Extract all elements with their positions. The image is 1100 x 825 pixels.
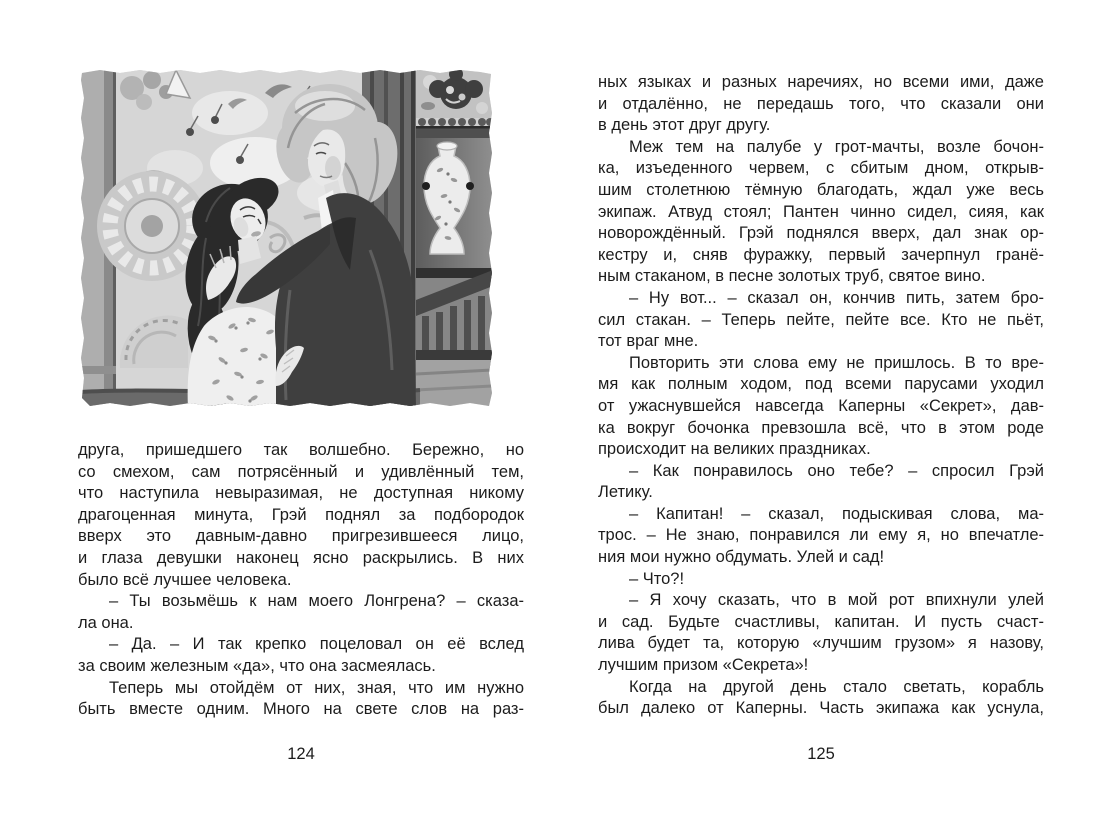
text-line: тот враг мне. [598,332,699,351]
text-line: новорождённый. Грэй поднялся вверх, дал знак ор- [598,224,1044,243]
text-line: шим столетнюю тёмную благодать, ждал уже весь [598,180,1044,199]
page-left-text [78,440,524,721]
text-line: ния мои нужно обдумать. Улей и сад! [598,548,885,567]
text-line: и глаза девушки наконец ясно раскрылись. В них [78,548,524,567]
text-line: Когда на другой день стало светать, корабль [629,677,1044,696]
page-right-text [598,72,1044,720]
text-line: происходит на великих праздниках. [598,440,871,459]
text-line: сил стакан. – Теперь пейте, пейте все. Кто не пьёт, [598,310,1044,329]
page-number-left: 124 [287,745,315,763]
text-line: ка вокруг бочонка превзошла всё, что в этом роде [598,418,1044,437]
text-line: ла она. [78,613,134,632]
text-line: ка, изъеденного червем, с сбитым дном, открыв- [598,159,1044,178]
text-line: Повторить эти слова ему не пришлось. В то вре- [629,353,1044,372]
text-line: в день этот друг другу. [598,116,771,135]
text-line: экипаж. Атвуд стоял; Пантен чинно сидел, сияя, как [598,202,1044,221]
text-line: лучшим призом «Секрета»! [598,656,809,675]
text-line: Теперь мы отойдём от них, зная, что им нужно [109,678,524,697]
text-line: быть вместе одним. Много на свете слов на раз- [78,700,524,719]
text-line: лива будет та, которую «лучшим грузом» я назову, [598,634,1044,653]
text-line: со смехом, сам потрясённый и удивлённый тем, [78,462,524,481]
banister [416,268,493,408]
text-line: друга, пришедшего так волшебно. Бережно, но [78,441,524,459]
text-line: вверх это давным-давно пригрезившееся лицо, [78,527,524,546]
illustration-svg [80,68,493,408]
alcove-section [416,68,493,408]
text-line: мя как полным ходом, под всеми парусами уходил [598,375,1044,394]
text-line: было всё лучшее человека. [78,570,292,589]
text-line: драгоценная минута, Грэй поднял за подбородок [78,505,524,524]
text-line: – Ну вот... – сказал он, кончив пить, затем бро- [629,288,1044,307]
text-line: ных языках и разных наречиях, но всеми ими, даже [598,73,1044,91]
text-line: ным стаканом, в песне золотых труб, святое вино. [598,267,986,286]
text-line: Меж тем на палубе у грот-мачты, возле бочон- [629,137,1044,156]
text-line: от ужаснувшейся навсегда Каперны «Секрет», дав- [598,396,1044,415]
text-line: – Капитан! – сказал, подыскивая слова, ма- [629,504,1044,523]
text-line: – Да. – И так крепко поцеловал он её вслед [109,635,524,654]
text-line: что наступила невыразимая, не доступная никому [78,484,524,503]
text-line: – Как понравилось оно тебе? – спросил Грэй [629,461,1044,480]
text-line: и отдалённо, не передашь того, что сказали они [598,94,1044,113]
text-line: кестру и, сняв фуражку, первый зачерпнул гранё- [598,245,1044,264]
text-line: – Что?! [629,569,685,588]
text-line: Летику. [598,483,653,502]
text-line: – Ты возьмёшь к нам моего Лонгрена? – сказа- [109,592,524,611]
text-line: трос. – Не знаю, понравился ли ему я, но впечатле- [598,526,1044,545]
text-line: за своим железным «да», что она засмеялась. [78,656,436,675]
text-line: был далеко от Каперны. Часть экипажа как уснула, [598,699,1044,718]
page-number-right: 125 [807,745,835,763]
text-line: и сад. Будьте счастливы, капитан. И пусть счаст- [598,612,1044,631]
book-illustration [80,68,493,408]
text-line: – Я хочу сказать, что в мой рот впихнули улей [629,591,1044,610]
